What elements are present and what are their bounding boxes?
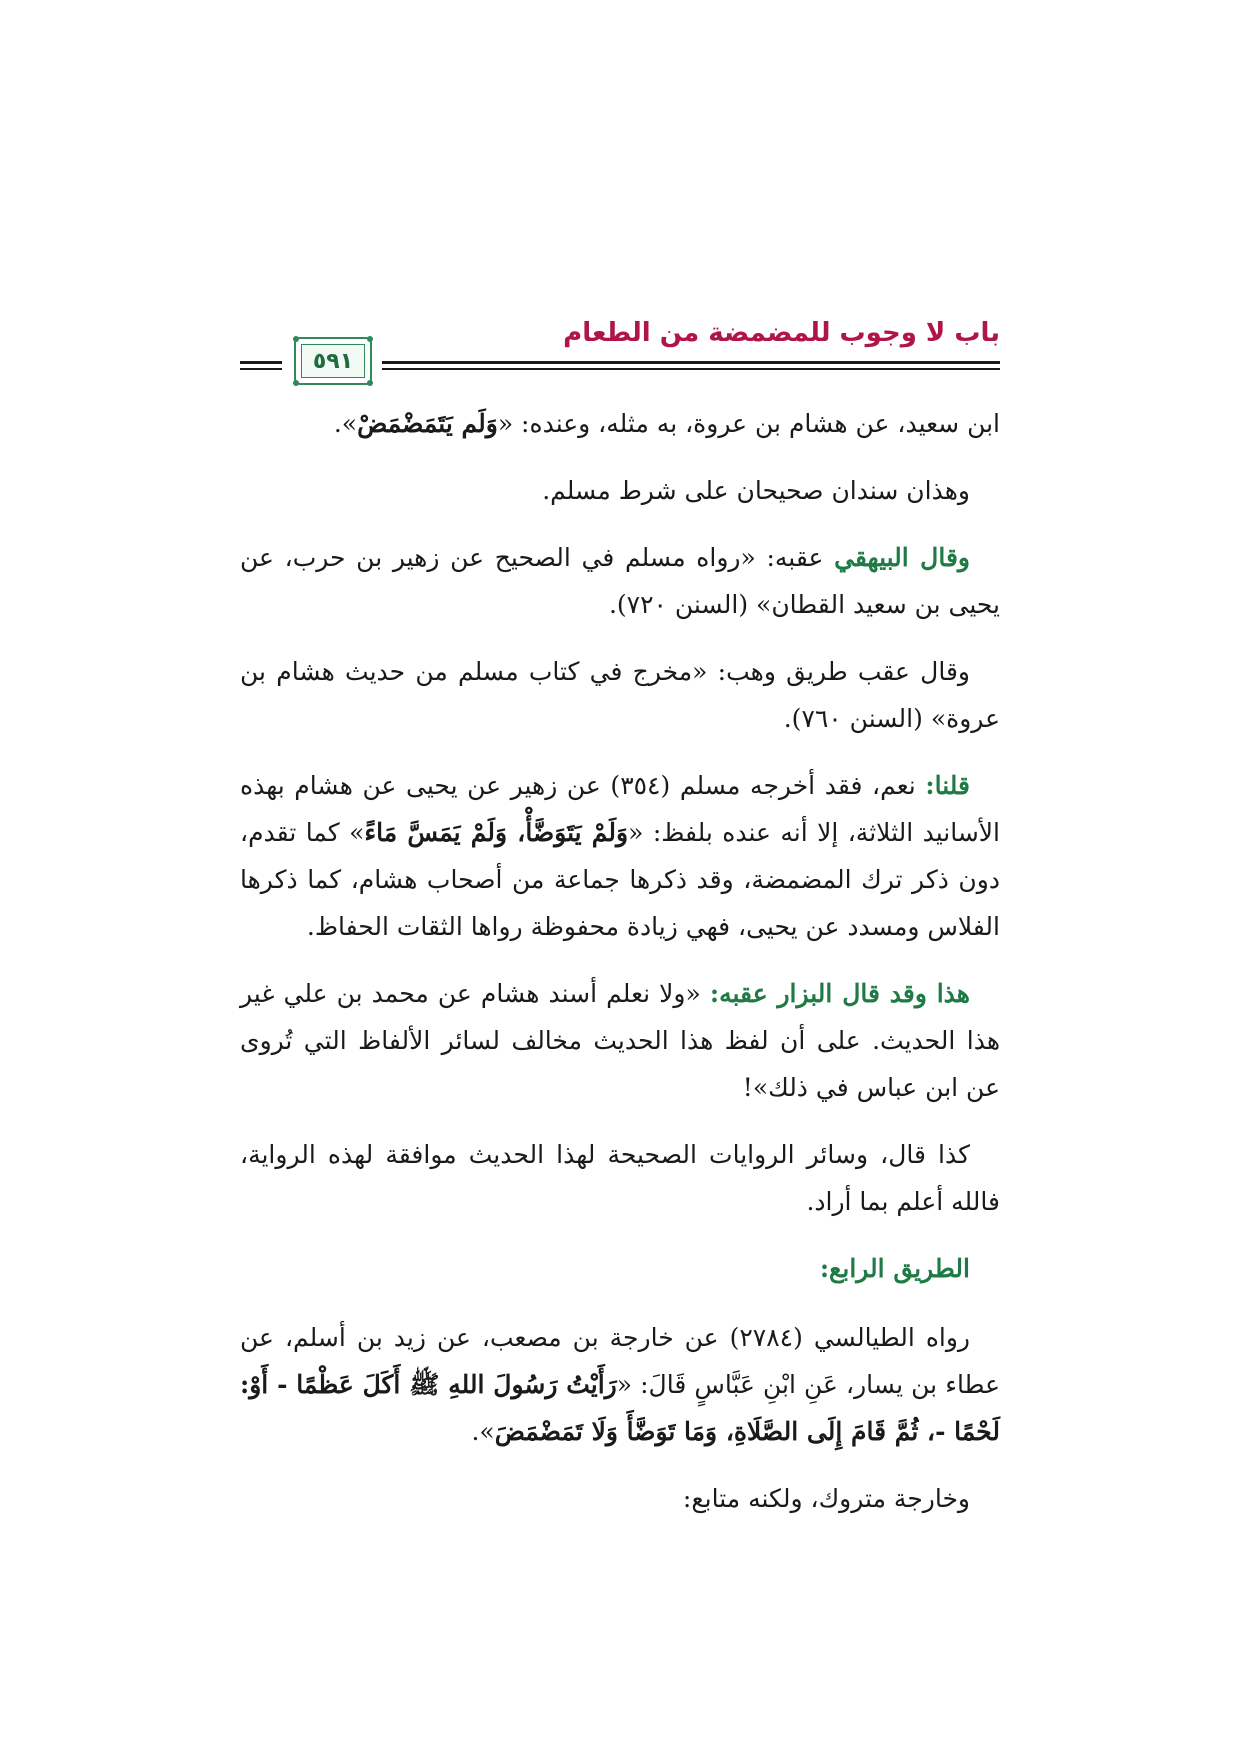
paragraph-text: » كما تقدم، دون ذكر ترك المضمضة، وقد ذكرها جماعة من أصحاب هشام، كما ذكرها الفلاس ومسدد عن يحيى، فهي زيادة محفوظة رواها الثقات الحفاظ. [240,818,1000,941]
page-number-frame [294,337,372,385]
frame-ornament-icon [293,380,299,386]
page-number: ٥٩١ [301,344,365,378]
frame-ornament-icon [367,380,373,386]
paragraph-text: ». [471,1417,495,1446]
paragraph-text: رواه الطيالسي (٢٧٨٤) عن خارجة بن مصعب، عن زيد بن أسلم، عن عطاء بن يسار، عَنِ ابْنِ عَبَّاسٍ قَالَ: « [240,1323,1000,1399]
hadith-quote: وَلَمْ يَتَوَضَّأْ، وَلَمْ يَمَسَّ مَاءً [364,818,629,847]
paragraph-1 [240,400,1000,447]
paragraph-text: ». [333,409,358,438]
paragraph-5 [240,762,1000,950]
frame-ornament-icon [293,336,299,342]
hadith-quote: وَلَم يَتَمَضْمَضْ [357,409,498,438]
paragraph-text: كذا قال، وسائر الروايات الصحيحة لهذا الحديث موافقة لهذه الرواية، فالله أعلم بما أراد. [240,1140,1000,1216]
paragraph-text: وهذان سندان صحيحان على شرط مسلم. [542,476,970,505]
paragraph-9 [240,1475,1000,1522]
emphasis-lead: قلنا: [925,771,970,800]
paragraph-text: نعم، فقد أخرجه مسلم (٣٥٤) عن زهير عن يحيى عن هشام بهذه الأسانيد الثلاثة، إلا أنه عنده بلفظ: « [240,771,1000,847]
emphasis-lead: هذا وقد قال البزار عقبه: [709,979,970,1008]
chapter-title: باب لا وجوب للمضمضة من الطعام [563,318,1000,348]
paragraph-6 [240,970,1000,1111]
hadith-quote: رَأَيْتُ رَسُولَ اللهِ ﷺ أَكَلَ عَظْمًا - أَوْ: لَحْمًا -، ثُمَّ قَامَ إِلَى الصَّلَاةِ، وَمَا تَوَضَّأَ وَلَا تَمَضْمَضَ [240,1370,1000,1446]
section-heading: الطريق الرابع: [819,1254,970,1283]
paragraph-text: عقبه: «رواه مسلم في الصحيح عن زهير بن حرب، عن يحيى بن سعيد القطان» (السنن ٧٢٠). [240,543,1000,619]
paragraph-text: ابن سعيد، عن هشام بن عروة، به مثله، وعنده: « [497,409,1000,438]
paragraph-3 [240,534,1000,628]
paragraph-7 [240,1131,1000,1225]
paragraph-8 [240,1314,1000,1455]
paragraph-text: وخارجة متروك، ولكنه متابع: [682,1484,970,1513]
frame-ornament-icon [367,336,373,342]
paragraph-2 [240,467,1000,514]
paragraph-text: وقال عقب طريق وهب: «مخرج في كتاب مسلم من حديث هشام بن عروة» (السنن ٧٦٠). [240,657,1000,733]
main-text [240,400,1000,1542]
paragraph-4 [240,648,1000,742]
paragraph-text: «ولا نعلم أسند هشام عن محمد بن علي غير هذا الحديث. على أن لفظ هذا الحديث مخالف لسائر الألفاظ التي تُروى عن ابن عباس في ذلك»! [240,979,1000,1102]
emphasis-lead: وقال البيهقي [834,543,970,572]
